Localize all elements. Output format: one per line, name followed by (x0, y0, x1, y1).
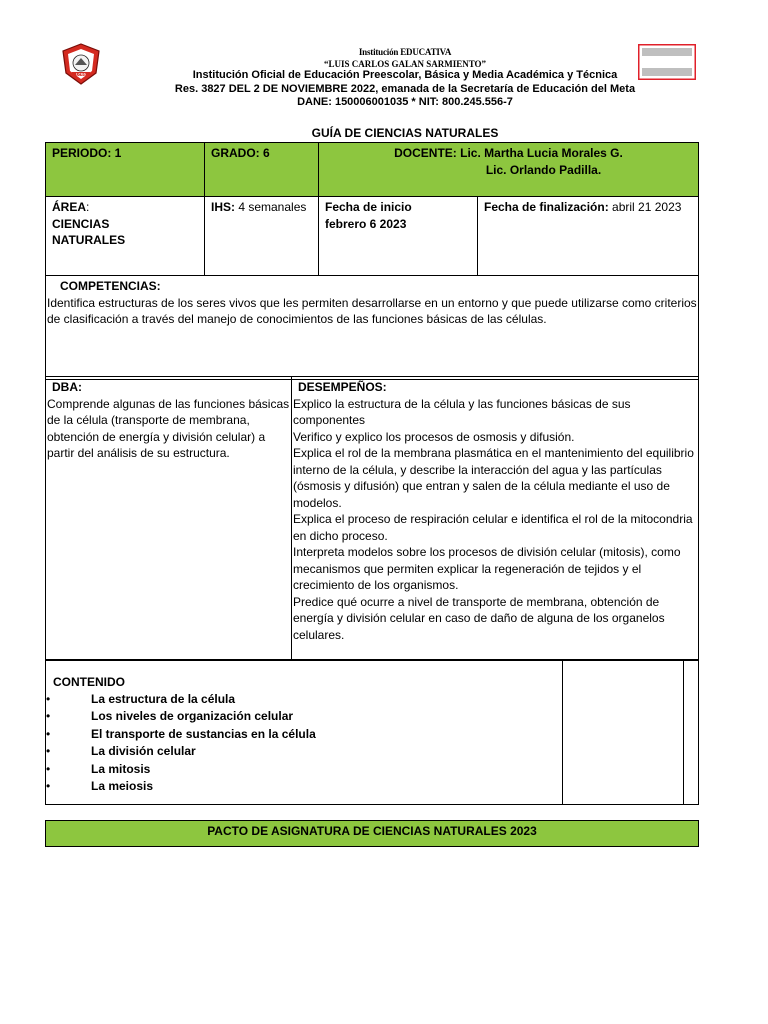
desempeno-item: Interpreta modelos sobre los procesos de división celular (mitosis), como mecanismos que permiten explicar la regeneración de tejidos y el crecimiento de los organismos. (293, 545, 681, 592)
fecha-inicio-label: Fecha de inicio (325, 200, 412, 214)
empty-cell (684, 660, 699, 805)
fecha-fin-cell (478, 197, 699, 276)
area-value-2: NATURALES (52, 233, 126, 247)
docente-line-2: Lic. Orlando Padilla. (485, 162, 602, 177)
ihs-cell (205, 197, 319, 276)
contenido-item: El transporte de sustancias en la célula (91, 726, 316, 741)
bullet: • (46, 709, 51, 723)
contenido-item: La división celular (91, 744, 196, 758)
dba-title: DBA: (52, 380, 82, 394)
dba-table (45, 376, 699, 661)
contenido-item: Los niveles de organización celular (91, 709, 294, 723)
dane-nit-line: DANE: 150006001035 * NIT: 800.245.556-7 (297, 96, 513, 108)
svg-text:LCGS: LCGS (76, 72, 86, 77)
guide-title: GUÍA DE CIENCIAS NATURALES (311, 126, 499, 140)
fecha-inicio-value: febrero 6 2023 (325, 216, 407, 231)
institution-label: Institución EDUCATIVA (358, 47, 452, 57)
contenido-cell (46, 660, 563, 805)
fecha-fin-label: Fecha de finalización: (484, 200, 609, 214)
bullet: • (46, 744, 51, 758)
institution-type: Institución Oficial de Educación Preescolar, Básica y Media Académica y Técnica (192, 69, 618, 81)
bullet: • (46, 779, 51, 793)
desempenos-title: DESEMPEÑOS: (298, 380, 387, 394)
empty-cell (563, 660, 684, 805)
desempeno-item: Predice qué ocurre a nivel de transporte de membrana, obtención de energía y división celular en caso de daño de alguna de los organelos celulares. (293, 594, 665, 642)
competencias-cell (46, 276, 699, 380)
contenido-item: La meiosis (91, 779, 154, 793)
institution-name: “LUIS CARLOS GALAN SARMIENTO” (323, 59, 487, 69)
periodo-value: PERIODO: 1 (52, 146, 122, 160)
contenido-item: La estructura de la célula (91, 691, 236, 706)
bullet: • (46, 761, 51, 776)
desempeno-item: Explica el rol de la membrana plasmática en el mantenimiento del equilibrio interno de la célula, y describe la interacción del agua y las partículas (ósmosis y difusión) que entran y salen de la célula mediante el uso de modelos. (293, 446, 694, 510)
bullet: • (46, 691, 51, 706)
desempeno-item: Verifico y explico los procesos de osmosis y difusión. (293, 429, 575, 444)
pacto-title: PACTO DE ASIGNATURA DE CIENCIAS NATURALES 2023 (45, 820, 699, 847)
list-item (46, 726, 562, 744)
info-table (45, 142, 699, 380)
contenido-item: La mitosis (91, 761, 151, 776)
ihs-value: 4 semanales (235, 200, 307, 214)
docente-line-1: DOCENTE: Lic. Martha Lucia Morales G. (394, 146, 623, 160)
competencias-text: Identifica estructuras de los seres vivos que les permiten desarrollarse en un entorno y que puede utilizarse como criterios de clasificación a través del manejo de conocimientos de las funciones básicas de las células. (47, 295, 697, 326)
competencias-title: COMPETENCIAS: (60, 279, 161, 293)
list-item (46, 691, 562, 709)
area-label: ÁREA (52, 200, 87, 214)
ihs-label: IHS: (211, 200, 235, 214)
contenido-title: CONTENIDO (53, 675, 125, 689)
periodo-cell (46, 143, 205, 197)
list-item (46, 708, 562, 726)
list-item (46, 743, 562, 761)
area-cell (46, 197, 205, 276)
dba-text: Comprende algunas de las funciones básicas de la célula (transporte de membrana, obtención de energía y división celular) a partir del análisis de su estructura. (47, 396, 290, 460)
contenido-table (45, 659, 699, 805)
bullet: • (46, 726, 51, 741)
contenido-list (46, 691, 562, 796)
desempenos-cell (292, 377, 699, 661)
list-item (46, 761, 562, 779)
grado-value: GRADO: 6 (211, 146, 270, 160)
area-value-1: CIENCIAS (52, 216, 110, 231)
list-item (46, 778, 562, 796)
fecha-fin-value: abril 21 2023 (608, 200, 682, 214)
resolution-line: Res. 3827 DEL 2 DE NOVIEMBRE 2022, emanada de la Secretaría de Educación del Meta (174, 83, 636, 95)
area-colon: : (86, 200, 90, 214)
desempeno-item: Explico la estructura de la célula y las funciones básicas de sus componentes (293, 396, 631, 427)
school-crest-icon (62, 43, 100, 85)
docente-cell (319, 143, 699, 197)
dba-cell (46, 377, 292, 661)
fecha-inicio-cell (319, 197, 478, 276)
grado-cell (205, 143, 319, 197)
desempeno-item: Explica el proceso de respiración celular e identifica el rol de la mitocondria en dicho proceso. (293, 512, 693, 543)
